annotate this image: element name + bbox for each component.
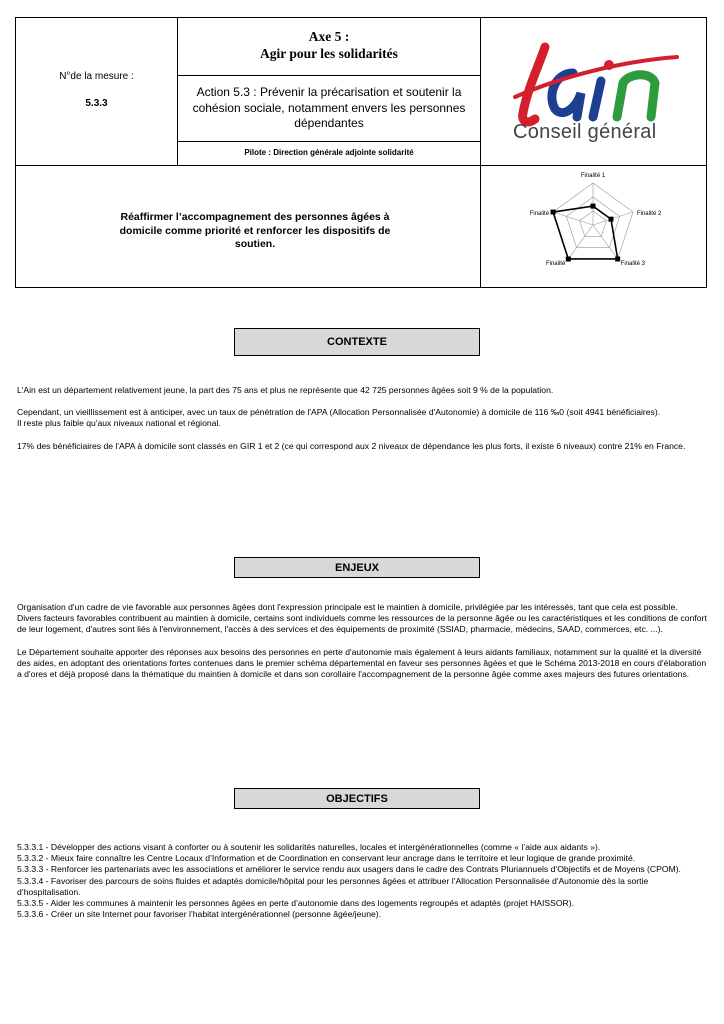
objectif-item: 5.3.3.6 - Créer un site Internet pour favoriser l’habitat intergénérationnel (personne âgée/jeune). bbox=[17, 909, 382, 920]
objectif-item: 5.3.3.5 - Aider les communes à maintenir les personnes âgées en perte d’autonomie dans des logements regroupés et adaptés (projet HAISSOR). bbox=[17, 898, 574, 909]
radar-axis-label: Finalité 1 bbox=[580, 173, 606, 179]
radar-spoke bbox=[553, 212, 593, 225]
radar-spoke bbox=[568, 225, 593, 259]
objectif-item: 5.3.3.4 - Favoriser des parcours de soins fluides et adaptés domicile/hôpital pour les personnes âgées et attribuer l’Allocation Personnalisée d'Autonomie dès la sortie d’hospitalisation. bbox=[17, 875, 649, 897]
enjeux-paragraph: Organisation d'un cadre de vie favorable aux personnes âgées dont l'expression principale est le maintien à domicile, privilégiée par les intéressés, tant que cela est possible. bbox=[17, 602, 678, 612]
section-header-objectifs: OBJECTIFS bbox=[234, 788, 480, 809]
axe-title-line2: Agir pour les solidarités bbox=[260, 46, 398, 61]
enjeux-paragraph: Le Département souhaite apporter des réponses aux besoins des personnes en perte d'autonomie mais également à leurs aidants familiaux, notamment sur la qualité et la diversité des aides, en adoptant des orientations fortes contenues dans le premier schéma départemental en faveur ses personnes âgées et que le Schéma 2013-2018 en cours d'élaboration a d'ores et déjà proposé dans la thématique du maintien à domicile et dans son corollaire l'accompagnement de la personne âgée comme axes majeurs des futures orientations. bbox=[17, 646, 707, 680]
axe-title-line1: Axe 5 : bbox=[308, 29, 350, 44]
enjeux-text bbox=[17, 602, 707, 680]
objectif-item: 5.3.3.3 - Renforcer les partenariats avec les associations et améliorer le service rendu aux usagers dans le cadre des Contrats Pluriannuels d’Objectifs et de Moyens (CPOM). bbox=[17, 864, 681, 875]
radar-point bbox=[608, 217, 613, 222]
pilote-text: Pilote : Direction générale adjointe solidarité bbox=[244, 148, 414, 157]
objectifs-list bbox=[17, 842, 707, 920]
mesure-number: 5.3.3 bbox=[85, 98, 108, 109]
contexte-paragraph: Cependant, un vieillissement est à anticiper, avec un taux de pénétration de l'APA (Allocation Personnalisée d'Autonomie) à domicile de 116 ‰0 (soit 4941 bénéficiaires). bbox=[17, 407, 661, 418]
radar-series-line bbox=[553, 206, 618, 259]
section-header-enjeux: ENJEUX bbox=[234, 557, 480, 578]
enjeux-paragraph: Divers facteurs favorables contribuent au maintien à domicile, certains sont individuels comme les ressources de la personne âgée ou les caractéristiques et les conditions de confort de leur logement, d'autres sont liés à l'environnement, l'accès à des services et des équipements de proximité (SSIAD, pharmacie, médecins, SAAD, commerces, etc. ...). bbox=[17, 613, 707, 635]
mesure-label: N°de la mesure : bbox=[59, 71, 134, 82]
radar-axis-label: Finalité bbox=[545, 260, 566, 267]
section-header-contexte: CONTEXTE bbox=[234, 328, 480, 356]
action-text: Action 5.3 : Prévenir la précarisation et soutenir la cohésion sociale, notamment envers les personnes dépendantes bbox=[192, 85, 466, 130]
radar-spoke bbox=[593, 225, 618, 259]
conseil-general-logo bbox=[505, 35, 685, 150]
contexte-text bbox=[17, 385, 707, 452]
logo-subtext: Conseil général bbox=[513, 121, 657, 143]
measure-title: Réaffirmer l’accompagnement des personnes âgées à domicile comme priorité et renforcer les dispositifs de soutien. bbox=[119, 211, 391, 250]
radar-point bbox=[615, 256, 620, 261]
radar-axis-label: Finalité bbox=[529, 211, 550, 218]
contexte-paragraph: L'Ain est un département relativement jeune, la part des 75 ans et plus ne représente que 42 725 personnes âgées soit 9 % de la population. bbox=[17, 385, 554, 395]
objectif-item: 5.3.3.1 - Développer des actions visant à conforter ou à soutenir les solidarités naturelles, locales et intergénérationnelles (comme « l’aide aux aidants »). bbox=[17, 842, 601, 852]
contexte-paragraph: Il reste plus faible qu'aux niveaux national et régional. bbox=[17, 418, 221, 429]
radar-point bbox=[551, 210, 556, 215]
radar-chart bbox=[510, 170, 680, 270]
objectif-item: 5.3.3.2 - Mieux faire connaître les Centre Locaux d’Information et de Coordination en conservant leur ancrage dans le territoire et leur logique de grande proximité. bbox=[17, 853, 636, 864]
radar-axis-label: Finalité 2 bbox=[636, 211, 662, 218]
radar-axis-label: Finalité 3 bbox=[620, 260, 646, 267]
radar-point bbox=[591, 204, 596, 209]
mesure-cell bbox=[15, 17, 178, 166]
contexte-paragraph: 17% des bénéficiaires de l'APA à domicile sont classés en GIR 1 et 2 (ce qui correspond aux 2 niveaux de dépendance les plus forts, il existe 6 niveaux) contre 21% en France. bbox=[17, 440, 686, 451]
radar-point bbox=[566, 256, 571, 261]
